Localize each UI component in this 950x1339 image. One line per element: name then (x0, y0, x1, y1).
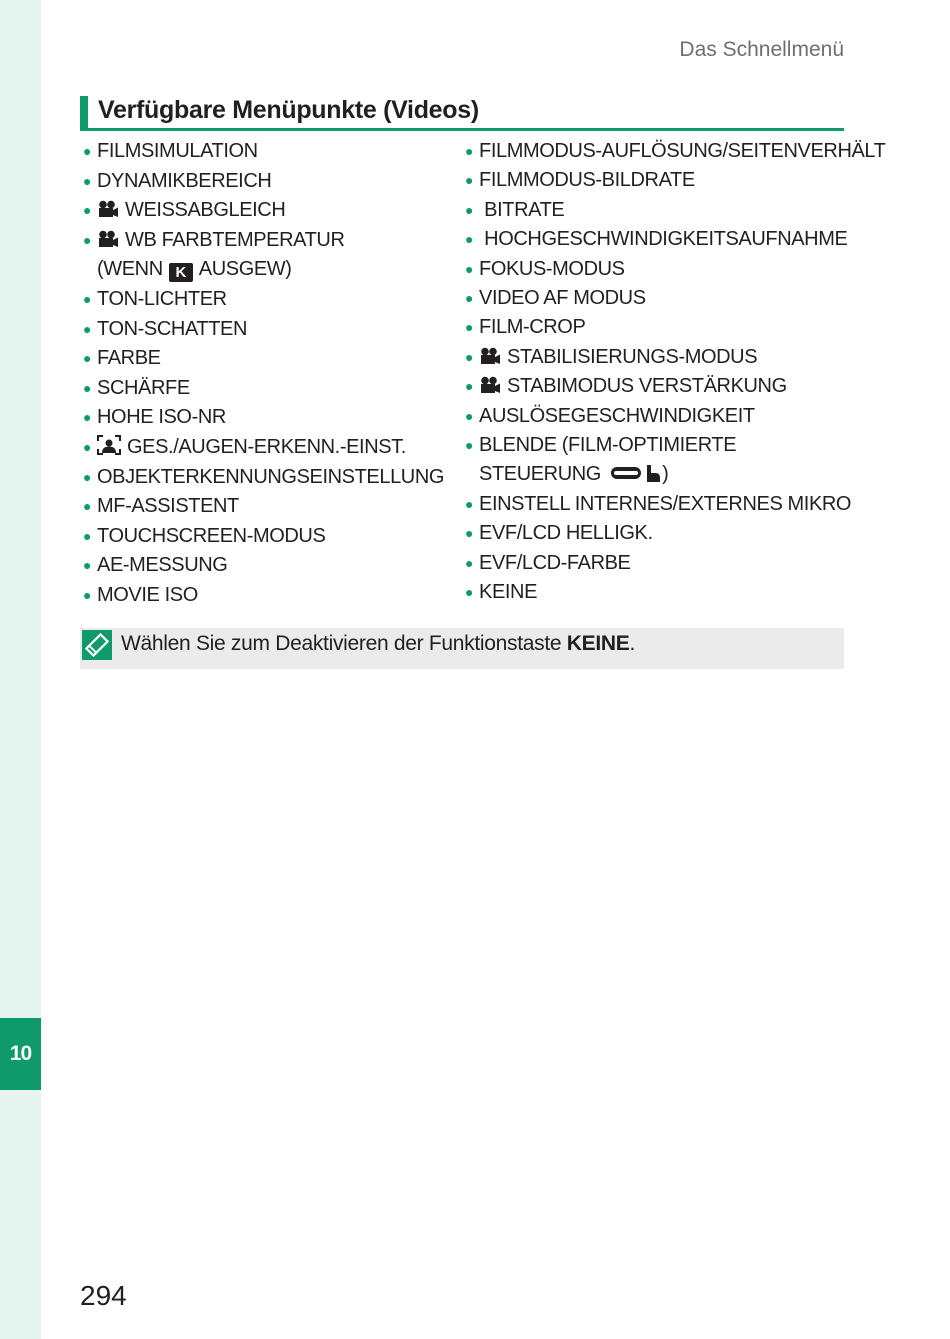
list-item: ● STABIMODUS VERSTÄRKUNG (465, 375, 787, 398)
note-text: Wählen Sie zum Deaktivieren der Funktionstaste KEINE. (121, 632, 636, 655)
list-item: ● EINSTELL INTERNES/EXTERNES MIKRO (465, 492, 852, 515)
list-item: ● TON-SCHATTEN (83, 317, 248, 340)
face-detection-icon (97, 435, 121, 455)
section-title: Verfügbare Menüpunkte (Videos) (98, 96, 479, 124)
list-item: ● WEISSABGLEICH (83, 199, 286, 222)
list-item: ● MOVIE ISO (83, 583, 198, 606)
left-menu-list (80, 137, 444, 611)
chapter-number: 10 (9, 1042, 32, 1065)
list-item: ● GES./AUGEN-ERKENN.-EINST. (83, 435, 406, 458)
movie-camera-icon (97, 200, 119, 218)
section-heading (80, 96, 844, 131)
list-item: ● MF-ASSISTENT (83, 495, 239, 518)
note-icon (82, 630, 112, 660)
list-item: ● AE-MESSUNG (83, 554, 228, 577)
list-item: ● AUSLÖSEGESCHWINDIGKEIT (465, 404, 755, 427)
page-number: 294 (80, 1280, 127, 1311)
list-item: ● DYNAMIKBEREICH (83, 169, 272, 192)
list-item: ● EVF/LCD-FARBE (465, 551, 631, 574)
list-item: ● KEINE (465, 581, 538, 604)
list-item: ● EVF/LCD HELLIGK. (465, 522, 653, 545)
running-header: Das Schnellmenü (679, 38, 844, 61)
list-item: ● BITRATE (465, 198, 565, 221)
list-item: ● FILMSIMULATION (83, 140, 258, 162)
movie-camera-icon (479, 376, 501, 394)
chapter-side-strip (0, 0, 41, 1339)
note-box (80, 628, 844, 669)
movie-camera-icon (479, 347, 501, 365)
list-item: ● VIDEO AF MODUS (465, 287, 646, 310)
note-keyword: KEINE (566, 632, 630, 655)
list-item: ● WB FARBTEMPERATUR (WENN K AUSGEW) (83, 228, 345, 282)
k-mode-icon: K (169, 263, 193, 282)
list-item: ● FILM-CROP (465, 316, 586, 339)
list-item: ● BLENDE (FILM-OPTIMIERTE STEUERUNG ) (465, 434, 737, 486)
list-item: ● FARBE (83, 347, 161, 370)
list-item: ● FOKUS-MODUS (465, 257, 625, 280)
list-item: ● HOCHGESCHWINDIGKEITSAUFNAHME (465, 228, 848, 251)
right-menu-list (462, 137, 885, 608)
list-item: ● HOHE ISO-NR (83, 406, 226, 429)
movie-camera-icon (97, 230, 119, 248)
list-item: ● TON-LICHTER (83, 287, 227, 310)
list-item: ● STABILISIERUNGS-MODUS (465, 345, 758, 368)
dial-touch-icon (610, 463, 662, 483)
list-item: ● FILMMODUS-BILDRATE (465, 169, 695, 192)
list-item: ● SCHÄRFE (83, 376, 190, 399)
list-item: ● TOUCHSCREEN-MODUS (83, 524, 326, 547)
list-item: ● FILMMODUS-AUFLÖSUNG/SEITENVERHÄLT (465, 140, 886, 162)
chapter-tab (0, 1018, 41, 1090)
list-item: ● OBJEKTERKENNUNGSEINSTELLUNG (83, 465, 445, 488)
